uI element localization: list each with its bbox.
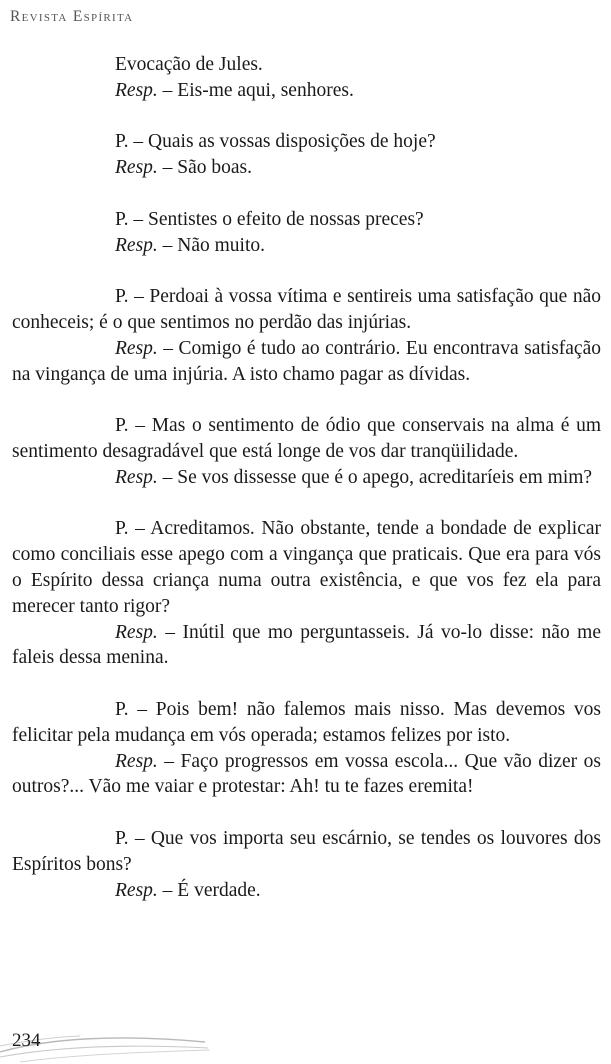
response-label: Resp. [115,466,158,488]
response-paragraph [12,749,601,801]
response-label: Resp. [115,79,158,101]
paragraph-text: P. – Que vos importa seu escárnio, se tendes os louvores dos Espíritos bons? [12,827,601,875]
question-paragraph [12,52,601,78]
response-label: Resp. [115,234,158,256]
question-paragraph [12,516,601,619]
paragraph-text: – Não muito. [157,234,266,256]
question-paragraph [12,207,601,233]
question-paragraph [12,284,601,336]
response-paragraph [12,465,601,491]
paragraph-text: – Comigo é tudo ao contrário. Eu encontrava satisfação na vingança de uma injúria. A isto chamo pagar as dívidas. [12,337,601,385]
response-paragraph [12,155,601,181]
response-label: Resp. [115,750,158,772]
paragraph-text: P. – Sentistes o efeito de nossas preces? [115,208,424,230]
paragraph-text: P. – Quais as vossas disposições de hoje? [115,131,436,153]
response-paragraph [12,336,601,388]
response-paragraph [12,878,601,904]
question-paragraph [12,826,601,878]
running-header: Revista Espírita [10,8,134,25]
paragraph-text: P. – Pois bem! não falemos mais nisso. Mas devemos vos felicitar pela mudança em vós operada; estamos felizes por isto. [12,698,601,746]
paragraph-text: – São boas. [157,157,253,179]
page-number: 234 [12,1030,41,1051]
response-label: Resp. [115,337,158,359]
paragraph-text: – Se vos dissesse que é o apego, acreditaríeis em mim? [157,466,593,488]
paragraph-text: – É verdade. [157,879,261,901]
paragraph-text: – Inútil que mo perguntasseis. Já vo-lo disse: não me faleis dessa menina. [12,621,601,669]
paragraph-text: P. – Mas o sentimento de ódio que conservais na alma é um sentimento desagradável que está longe de vos dar tranqüilidade. [12,415,601,462]
question-paragraph [12,697,601,749]
response-paragraph [12,620,601,672]
paragraph-text: P. – Perdoai à vossa vítima e sentireis uma satisfação que não conheceis; é o que sentimos no perdão das injúrias. [12,286,601,333]
question-paragraph [12,413,601,465]
paragraph-text: Evocação de Jules. [115,54,263,75]
page-body [12,52,601,903]
paragraph-text: P. – Acreditamos. Não obstante, tende a bondade de explicar como conciliais esse apego com a vingança que praticais. Que era para vós o Espírito dessa criança numa outra existência, e que vos fez ela para merecer tanto rigor? [12,518,601,617]
response-label: Resp. [115,157,158,179]
question-paragraph [12,129,601,155]
response-paragraph [12,233,601,259]
response-label: Resp. [115,621,158,643]
response-paragraph [12,78,601,104]
response-label: Resp. [115,879,158,901]
paragraph-text: – Faço progressos em vossa escola... Que vão dizer os outros?... Vão me vaiar e protestar: Ah! tu te fazes eremita! [12,750,601,798]
paragraph-text: – Eis-me aqui, senhores. [157,79,354,101]
